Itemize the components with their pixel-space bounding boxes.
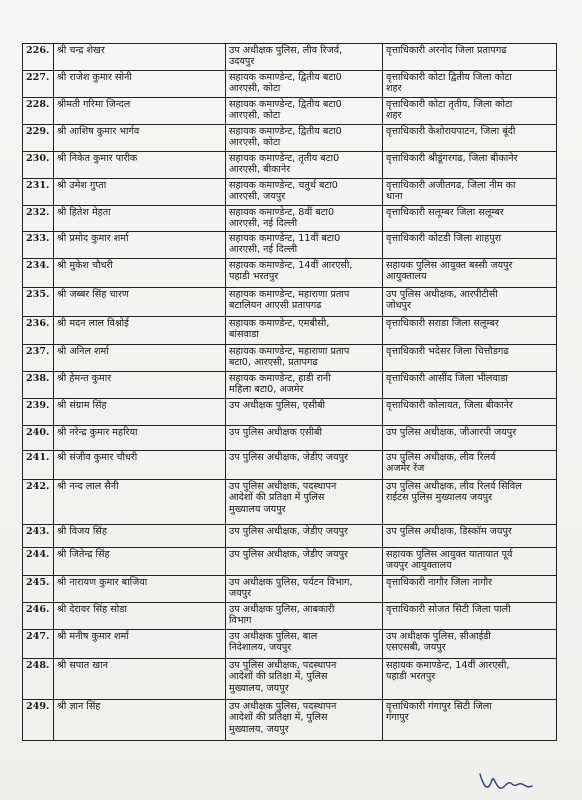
current-posting-line: आदेशों की प्रतिक्षा में, पुलिस xyxy=(229,671,328,683)
current-posting-line: सहायक कमाण्डेन्ट, तृतीय बटा0 xyxy=(229,153,340,164)
current-posting-line: सहायक कमाण्डेन्ट, महाराणा प्रताप xyxy=(229,346,350,357)
table-row xyxy=(23,659,557,700)
officer-name: श्री मनीष कुमार शर्मा xyxy=(54,630,226,659)
new-posting-line: उप पुलिस अधीक्षक, डिस्कॉम जयपुर xyxy=(386,526,512,537)
current-posting-line: सहायक कमाण्डेन्ट, द्वितीय बटा0 xyxy=(229,99,342,110)
current-posting-line: सहायक कमाण्डेन्ट, एमबीसी, xyxy=(229,318,330,329)
serial-number: 245. xyxy=(23,576,54,603)
new-posting xyxy=(383,232,557,259)
new-posting-line: पहाडी भरतपुर xyxy=(386,671,436,683)
current-posting-line: आरएसी, कोटा xyxy=(229,83,281,95)
officer-name: श्री नन्द लाल सैनी xyxy=(54,480,226,525)
new-posting xyxy=(383,548,557,576)
officer-name: श्री आशिष कुमार भार्गव xyxy=(54,125,226,152)
table-row xyxy=(23,317,557,345)
current-posting-line: उप पुलिस अधीक्षक, जेडीए जयपुर xyxy=(229,549,348,560)
current-posting-line: सहायक कमाण्डेन्ट, 8वीं बटा0 xyxy=(229,207,335,218)
transfer-list-table xyxy=(22,43,557,741)
current-posting-line: उप अधीक्षक पुलिस, पर्यटन विभाग, xyxy=(229,577,353,588)
officer-name: श्री उमेश गुप्ता xyxy=(54,179,226,206)
officer-name: श्री हितेश मेहता xyxy=(54,206,226,232)
serial-number: 231. xyxy=(23,179,54,206)
current-posting xyxy=(226,71,383,98)
current-posting-line: सहायक कमाण्डेन्ट, द्वितीय बटा0 xyxy=(229,72,342,83)
officer-name: श्री सपात खान xyxy=(54,659,226,700)
current-posting-line: आदेशों की प्रतिक्षा में पुलिस xyxy=(229,492,325,504)
current-posting-line: उप पुलिस अधीक्षक एसीबी xyxy=(229,427,322,438)
current-posting-line: उप पुलिस अधीक्षक, जेडीए जयपुर xyxy=(229,452,348,463)
table-row xyxy=(23,288,557,317)
officer-name: श्री संजीव कुमार चौधरी xyxy=(54,451,226,480)
new-posting-line: गंगापुर xyxy=(386,712,409,724)
new-posting xyxy=(383,179,557,206)
new-posting xyxy=(383,372,557,399)
new-posting xyxy=(383,98,557,125)
officer-name: श्री निकेत कुमार पारीक xyxy=(54,152,226,179)
officer-name: श्री नारायण कुमार बाजिया xyxy=(54,576,226,603)
new-posting-line: वृत्ताधिकारी गंगापुर सिटी जिला xyxy=(386,701,492,712)
new-posting-line: आयुक्तालय xyxy=(386,271,427,283)
serial-number: 228. xyxy=(23,98,54,125)
new-posting-line: उप पुलिस अधीक्षक, लीव रिलर्व सिविल xyxy=(386,481,522,492)
new-posting-line: वृत्ताधिकारी अजीतगढ, जिला नीम का xyxy=(386,180,516,191)
new-posting-line: अजमेर रेंज xyxy=(386,463,425,475)
table-row xyxy=(23,548,557,576)
current-posting-line: मुख्यालय, जयपुर xyxy=(229,723,289,735)
new-posting-line: शहर xyxy=(386,110,402,122)
serial-number: 246. xyxy=(23,603,54,630)
table-row xyxy=(23,98,557,125)
current-posting-line: उप पुलिस अधीक्षक, पदस्थापन xyxy=(229,660,337,671)
new-posting-line: वृत्ताधिकारी भदेसर जिला चित्तौडगढ xyxy=(386,346,509,357)
officer-name: श्री ज्ञान सिंह xyxy=(54,700,226,741)
current-posting-line: जयपुर xyxy=(229,588,252,600)
current-posting xyxy=(226,700,383,741)
serial-number: 240. xyxy=(23,426,54,451)
new-posting xyxy=(383,426,557,451)
officer-name: श्री नरेन्द्र कुमार महरिया xyxy=(54,426,226,451)
table-row xyxy=(23,525,557,548)
table-row xyxy=(23,576,557,603)
current-posting xyxy=(226,630,383,659)
current-posting-line: आरएसी, कोटा xyxy=(229,137,281,149)
current-posting-line: बटा0, आरएसी, प्रतापगढ xyxy=(229,357,318,369)
officer-name: श्री मदन लाल विश्नोई xyxy=(54,317,226,345)
table-row xyxy=(23,152,557,179)
serial-number: 232. xyxy=(23,206,54,232)
serial-number: 234. xyxy=(23,259,54,288)
table-row xyxy=(23,44,557,71)
current-posting-line: मुख्यालय जयपुर xyxy=(229,503,286,515)
table-row xyxy=(23,480,557,525)
current-posting-line: मुख्यालय, जयपुर xyxy=(229,682,289,694)
table-row xyxy=(23,206,557,232)
table-row xyxy=(23,451,557,480)
current-posting-line: उदयपुर xyxy=(229,56,255,68)
new-posting xyxy=(383,700,557,741)
new-posting xyxy=(383,451,557,480)
serial-number: 242. xyxy=(23,480,54,525)
table-row xyxy=(23,71,557,98)
current-posting-line: उप अधीक्षक पुलिस, बाल xyxy=(229,631,318,642)
officer-name: श्री प्रमोद कुमार शर्मा xyxy=(54,232,226,259)
new-posting-line: सहायक पुलिस आयुक्त यातायात पूर्व xyxy=(386,549,513,560)
new-posting xyxy=(383,152,557,179)
new-posting-line: वृत्ताधिकारी आसींद जिला भीलवाडा xyxy=(386,373,508,384)
current-posting-line: उप अधीक्षक पुलिस, पदस्थापन xyxy=(229,701,337,712)
current-posting-line: सहायक कमाण्डेन्ट, चतुर्थ बटा0 xyxy=(229,180,338,191)
new-posting-line: वृत्ताधिकारी केशोरायपाटन, जिला बूंदी xyxy=(386,126,516,137)
new-posting-line: वृत्ताधिकारी कोटा तृतीय, जिला कोटा xyxy=(386,99,513,110)
current-posting-line: बटालियन आएसी प्रतापगढ xyxy=(229,300,322,312)
table-row xyxy=(23,700,557,741)
current-posting xyxy=(226,548,383,576)
new-posting-line: उप अधीक्षक पुलिस, सीआईडी xyxy=(386,631,491,642)
serial-number: 226. xyxy=(23,44,54,71)
serial-number: 243. xyxy=(23,525,54,548)
current-posting-line: महिला बटा0, अजमेर xyxy=(229,384,304,396)
officer-name: श्री देरावर सिंह सोडा xyxy=(54,603,226,630)
new-posting xyxy=(383,630,557,659)
new-posting-line: उप पुलिस अधीक्षक, जीआरपी जयपुर xyxy=(386,427,517,438)
current-posting xyxy=(226,576,383,603)
serial-number: 236. xyxy=(23,317,54,345)
officer-name: श्री विजय सिंह xyxy=(54,525,226,548)
new-posting-line: वृत्ताधिकारी सोजत सिटी जिला पाली xyxy=(386,604,511,615)
new-posting xyxy=(383,480,557,525)
new-posting-line: जोधपुर xyxy=(386,300,411,312)
officer-name: श्री जब्बर सिंह चारण xyxy=(54,288,226,317)
current-posting xyxy=(226,525,383,548)
current-posting-line: सहायक कमाण्डेन्ट, 11वीं बटा0 xyxy=(229,233,341,244)
current-posting xyxy=(226,345,383,372)
officer-name: श्री मुकेश चौधरी xyxy=(54,259,226,288)
current-posting-line: उप अधीक्षक पुलिस, एसीबी xyxy=(229,400,326,411)
current-posting-line: सहायक कमाण्डेन्ट, महाराणा प्रताप xyxy=(229,289,350,300)
new-posting xyxy=(383,71,557,98)
new-posting xyxy=(383,525,557,548)
current-posting xyxy=(226,372,383,399)
new-posting xyxy=(383,288,557,317)
table-row xyxy=(23,603,557,630)
current-posting-line: आरएसी, कोटा xyxy=(229,110,281,122)
new-posting xyxy=(383,576,557,603)
table-row xyxy=(23,630,557,659)
new-posting xyxy=(383,399,557,426)
current-posting-line: आरएसी, नई दिल्ली xyxy=(229,244,298,256)
officer-name: श्रीमती गरिमा जिन्दल xyxy=(54,98,226,125)
current-posting-line: उप अधीक्षक पुलिस, आबकारी xyxy=(229,604,335,615)
current-posting-line: आरएसी, बीकानेर xyxy=(229,164,291,176)
serial-number: 239. xyxy=(23,399,54,426)
new-posting-line: राईटस पुलिस मुख्यालय जयपुर xyxy=(386,492,493,504)
table-row xyxy=(23,125,557,152)
current-posting-line: आरएसी, नई दिल्ली xyxy=(229,218,298,230)
current-posting-line: सहायक कमाण्डेन्ट, हाडी रानी xyxy=(229,373,331,384)
new-posting-line: वृत्ताधिकारी अरनोद जिला प्रतापगढ xyxy=(386,45,507,56)
serial-number: 249. xyxy=(23,700,54,741)
serial-number: 248. xyxy=(23,659,54,700)
current-posting xyxy=(226,288,383,317)
current-posting-line: उप अधीक्षक पुलिस, लीव रिजर्व, xyxy=(229,45,343,56)
serial-number: 237. xyxy=(23,345,54,372)
current-posting xyxy=(226,232,383,259)
new-posting-line: वृत्ताधिकारी कोलायत, जिला बीकानेर xyxy=(386,400,513,411)
current-posting-line: आदेशों की प्रतिक्षा में, पुलिस xyxy=(229,712,328,724)
table-row xyxy=(23,259,557,288)
current-posting-line: आरएसी, जयपुर xyxy=(229,191,286,203)
current-posting xyxy=(226,259,383,288)
current-posting-line: बांसवाडा xyxy=(229,329,259,341)
current-posting xyxy=(226,426,383,451)
serial-number: 247. xyxy=(23,630,54,659)
table-row xyxy=(23,399,557,426)
current-posting xyxy=(226,451,383,480)
new-posting xyxy=(383,345,557,372)
new-posting-line: वृत्ताधिकारी कोटा द्वितीय जिला कोटा xyxy=(386,72,512,83)
current-posting xyxy=(226,98,383,125)
current-posting xyxy=(226,206,383,232)
officer-name: श्री जितेन्द्र सिंह xyxy=(54,548,226,576)
current-posting xyxy=(226,317,383,345)
table-row xyxy=(23,372,557,399)
new-posting xyxy=(383,44,557,71)
current-posting xyxy=(226,179,383,206)
new-posting-line: सहायक कमाण्डेन्ट, 14वीं आरएसी, xyxy=(386,660,510,671)
serial-number: 241. xyxy=(23,451,54,480)
new-posting xyxy=(383,603,557,630)
new-posting-line: वृत्ताधिकारी कोटडी जिला शाहपुरा xyxy=(386,233,502,244)
current-posting xyxy=(226,44,383,71)
current-posting xyxy=(226,603,383,630)
new-posting-line: उप पुलिस अधीक्षक, आरपीटीसी xyxy=(386,289,498,300)
serial-number: 238. xyxy=(23,372,54,399)
officer-name: श्री चन्द्र शेखर xyxy=(54,44,226,71)
officer-name: श्री संग्राम सिंह xyxy=(54,399,226,426)
serial-number: 244. xyxy=(23,548,54,576)
current-posting-line: सहायक कमाण्डेन्ट, द्वितीय बटा0 xyxy=(229,126,342,137)
current-posting-line: सहायक कमाण्डेन्ट, 14वीं आरएसी, xyxy=(229,260,353,271)
table-row xyxy=(23,232,557,259)
new-posting-line: उप पुलिस अधीक्षक, लीव रिलर्व xyxy=(386,452,496,463)
new-posting-line: वृत्ताधिकारी श्रीडूंगरगढ, जिला बीकानेर xyxy=(386,153,518,164)
new-posting-line: वृत्ताधिकारी नागौर जिला नागौर xyxy=(386,577,493,588)
current-posting-line: विभाग xyxy=(229,615,252,627)
signature xyxy=(474,766,534,796)
current-posting-line: उप पुलिस अधीक्षक, जेडीए जयपुर xyxy=(229,526,348,537)
current-posting xyxy=(226,399,383,426)
current-posting xyxy=(226,659,383,700)
new-posting xyxy=(383,125,557,152)
table-row xyxy=(23,426,557,451)
current-posting xyxy=(226,125,383,152)
table-row xyxy=(23,345,557,372)
new-posting xyxy=(383,206,557,232)
transfer-list-body xyxy=(23,44,557,741)
new-posting-line: सहायक पुलिस आयुक्त बस्सी जयपुर xyxy=(386,260,513,271)
officer-name: श्री राजेश कुमार सोनी xyxy=(54,71,226,98)
serial-number: 229. xyxy=(23,125,54,152)
new-posting xyxy=(383,317,557,345)
current-posting-line: निदेशालय, जयपुर xyxy=(229,642,292,654)
new-posting-line: शहर xyxy=(386,83,402,95)
serial-number: 235. xyxy=(23,288,54,317)
current-posting-line: पहाडी भरतपुर xyxy=(229,271,279,283)
new-posting-line: जयपुर आयुक्तालय xyxy=(386,560,452,572)
current-posting-line: उप पुलिस अधीक्षक, पदस्थापन xyxy=(229,481,337,492)
serial-number: 227. xyxy=(23,71,54,98)
table-row xyxy=(23,179,557,206)
officer-name: श्री अनिल शर्मा xyxy=(54,345,226,372)
new-posting-line: थाना xyxy=(386,191,403,203)
new-posting-line: वृत्ताधिकारी सलूम्बर जिला सलूम्बर xyxy=(386,207,504,218)
new-posting-line: वृत्ताधिकारी सराडा जिला सलूम्बर xyxy=(386,318,499,329)
current-posting xyxy=(226,152,383,179)
new-posting-line: एसएसबी, जयपुर xyxy=(386,642,446,654)
new-posting xyxy=(383,259,557,288)
serial-number: 230. xyxy=(23,152,54,179)
serial-number: 233. xyxy=(23,232,54,259)
officer-name: श्री हेमन्त कुमार xyxy=(54,372,226,399)
new-posting xyxy=(383,659,557,700)
current-posting xyxy=(226,480,383,525)
